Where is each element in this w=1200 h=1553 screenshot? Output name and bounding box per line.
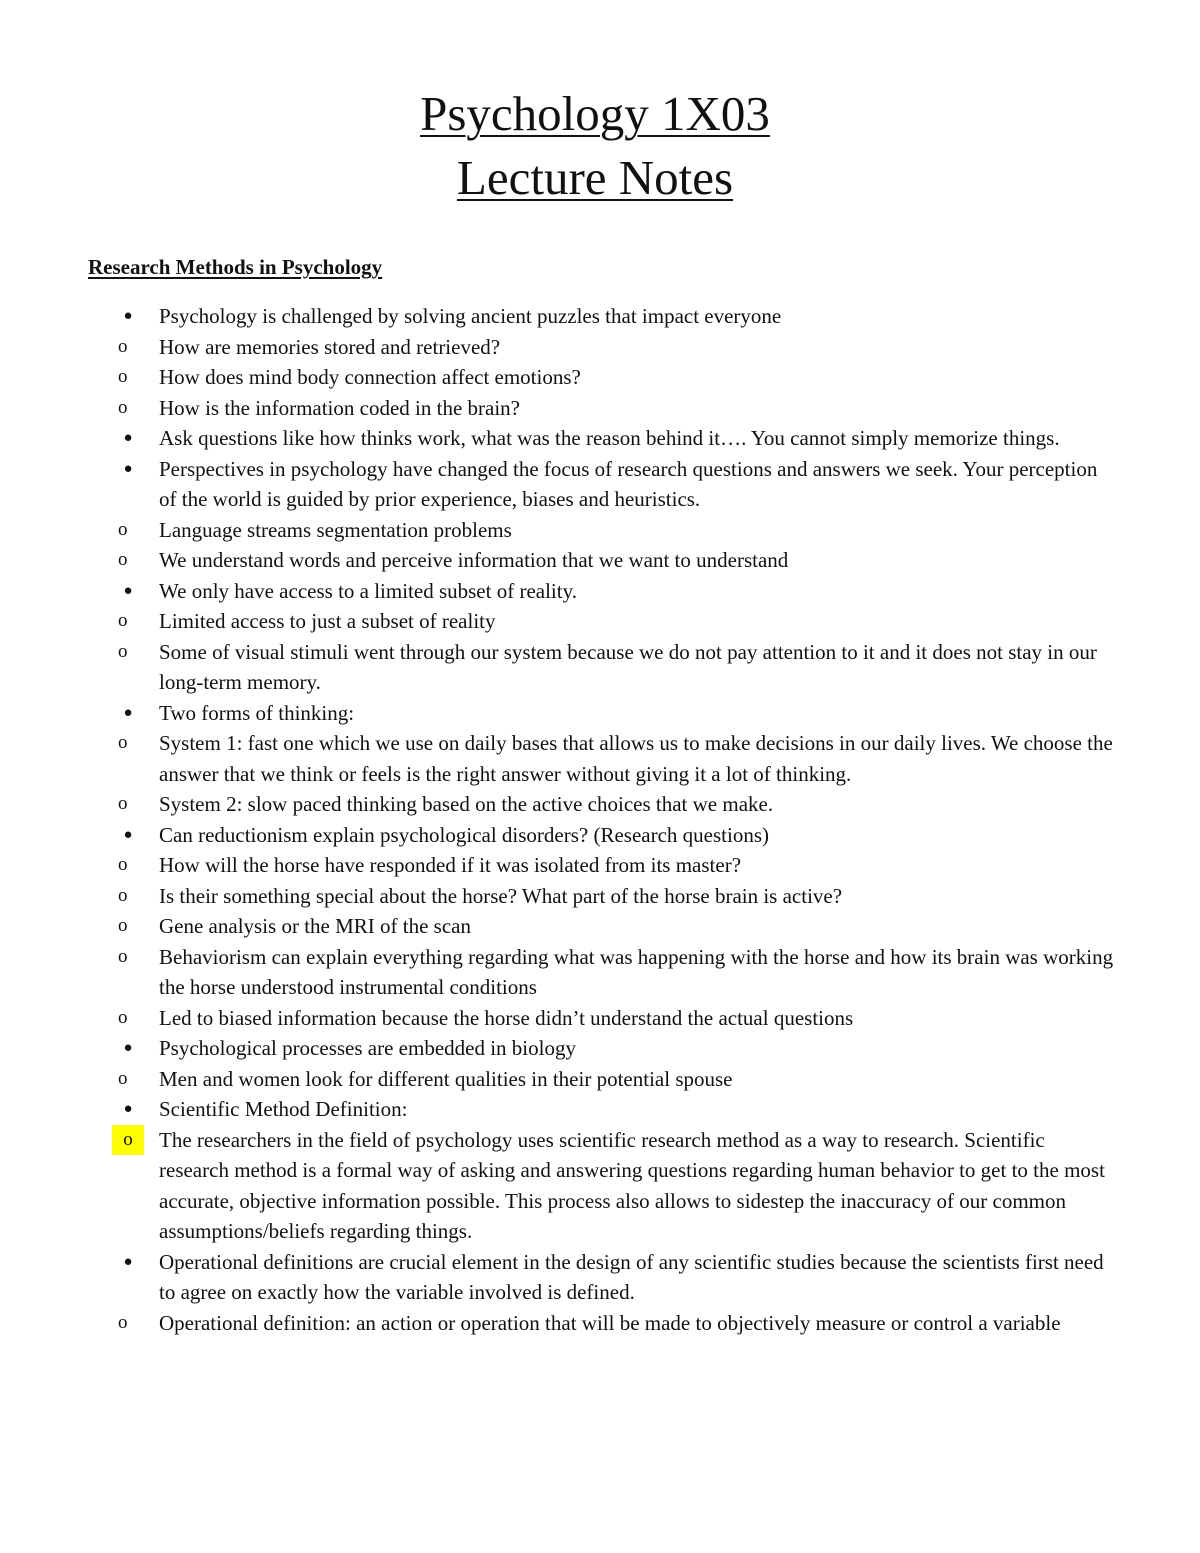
sub-bullet-text: How are memories stored and retrieved?: [159, 334, 501, 359]
sub-bullet-text: We understand words and perceive information that we want to understand: [159, 548, 789, 572]
bullet-text: We only have access to a limited subset of reality.: [159, 578, 577, 603]
sub-bullet-item: [88, 911, 1118, 942]
hollow-circle-bullet-icon: o: [118, 1006, 128, 1028]
bullet-text: Psychology is challenged by solving ancient puzzles that impact everyone: [159, 304, 782, 328]
bullet-text: Scientific Method Definition:: [159, 1097, 408, 1121]
hollow-circle-bullet-icon: o: [118, 854, 128, 875]
bullet-icon: ●: [123, 460, 133, 477]
bullet-item: [88, 454, 1118, 515]
section-heading: Research Methods in Psychology: [88, 255, 383, 279]
sub-bullet-item: [88, 637, 1118, 698]
sub-bullet-text: How does mind body connection affect emotions?: [159, 365, 581, 389]
bullet-item: [88, 1247, 1118, 1308]
bullet-item: [88, 1033, 1118, 1064]
bullet-icon: ●: [123, 826, 133, 843]
sub-bullet-item: [88, 362, 1118, 393]
hollow-circle-bullet-icon: o: [118, 610, 128, 631]
sub-bullet-item: [88, 881, 1118, 912]
sub-bullet-text: How will the horse have responded if it was isolated from its master?: [159, 853, 742, 877]
sub-bullet-text: Operational definition: an action or operation that will be made to objectively measure or control a variable: [159, 1310, 1061, 1335]
bullet-icon: ●: [123, 308, 133, 324]
hollow-circle-bullet-icon: o: [118, 1067, 128, 1089]
hollow-circle-bullet-icon: o: [118, 335, 128, 357]
hollow-circle-bullet-icon: o: [118, 366, 128, 387]
bullet-text: Perspectives in psychology have changed the focus of research questions and answers we seek. Your perception of the world is guided by prior experience, biases and heuristics.: [159, 456, 1098, 511]
bullet-item: [88, 698, 1118, 729]
sub-bullet-item: [88, 1125, 1118, 1247]
hollow-circle-bullet-icon: o: [118, 884, 128, 906]
sub-bullet-text: Is their something special about the horse? What part of the horse brain is active?: [159, 883, 843, 908]
bullet-item: [88, 301, 1118, 332]
title-line-1: Psychology 1X03: [420, 86, 770, 141]
bullet-item: [88, 576, 1118, 607]
sub-bullet-text: Led to biased information because the horse didn’t understand the actual questions: [159, 1005, 854, 1030]
sub-bullet-text: Men and women look for different qualities in their potential spouse: [159, 1066, 733, 1091]
sub-bullet-text: System 1: fast one which we use on daily bases that allows us to make decisions in our daily lives. We choose the answer that we think or feels is the right answer without giving it a lot of thinking.: [159, 731, 1113, 786]
bullet-item: [88, 423, 1118, 454]
bullet-item: [88, 820, 1118, 851]
sub-bullet-text: Behaviorism can explain everything regarding what was happening with the horse and how its brain was working the horse understood instrumental conditions: [159, 944, 1114, 999]
bullet-icon: ●: [123, 582, 133, 599]
sub-bullet-item: [88, 1003, 1118, 1034]
notes-list: [88, 301, 1118, 1338]
bullet-icon: ●: [123, 1040, 133, 1056]
bullet-icon: ●: [123, 430, 133, 446]
sub-bullet-text: The researchers in the field of psychology uses scientific research method as a way to research. Scientific research method is a formal way of asking and answering questions regarding human behavior to get to the most accurate, objective information possible. This process also allows to sidestep the inaccuracy of our common assumptions/beliefs regarding things.: [159, 1127, 1105, 1243]
sub-bullet-item: [88, 515, 1118, 546]
hollow-circle-bullet-icon: o: [118, 915, 128, 936]
bullet-text: Operational definitions are crucial element in the design of any scientific studies because the scientists first need to agree on exactly how the variable involved is defined.: [159, 1249, 1104, 1304]
sub-bullet-item: [88, 1308, 1118, 1339]
sub-bullet-item: [88, 393, 1118, 424]
hollow-circle-bullet-icon: o: [118, 549, 128, 570]
sub-bullet-item: [88, 942, 1118, 1003]
sub-bullet-item: [88, 728, 1118, 789]
hollow-circle-bullet-icon: o: [118, 396, 128, 418]
hollow-circle-bullet-icon: o: [118, 1311, 128, 1333]
sub-bullet-item: [88, 606, 1118, 637]
sub-bullet-text: Some of visual stimuli went through our system because we do not pay attention to it and it does not stay in our long-term memory.: [159, 639, 1097, 694]
sub-bullet-text: How is the information coded in the brain?: [159, 395, 520, 420]
sub-bullet-item: [88, 789, 1118, 820]
bullet-icon: ●: [123, 704, 133, 721]
hollow-circle-bullet-icon: o: [112, 1125, 144, 1156]
bullet-text: Can reductionism explain psychological disorders? (Research questions): [159, 822, 770, 847]
bullet-icon: ●: [123, 1101, 133, 1117]
hollow-circle-bullet-icon: o: [118, 793, 128, 814]
bullet-text: Psychological processes are embedded in biology: [159, 1036, 576, 1060]
document-title: [0, 82, 1190, 210]
sub-bullet-item: [88, 850, 1118, 881]
sub-bullet-item: [88, 332, 1118, 363]
hollow-circle-bullet-icon: o: [118, 518, 128, 540]
bullet-icon: ●: [123, 1253, 133, 1270]
bullet-item: [88, 1094, 1118, 1125]
sub-bullet-text: System 2: slow paced thinking based on the active choices that we make.: [159, 792, 774, 816]
hollow-circle-bullet-icon: o: [118, 732, 128, 753]
sub-bullet-text: Language streams segmentation problems: [159, 517, 512, 542]
sub-bullet-text: Gene analysis or the MRI of the scan: [159, 914, 471, 938]
sub-bullet-item: [88, 545, 1118, 576]
bullet-text: Ask questions like how thinks work, what was the reason behind it…. You cannot simply memorize things.: [159, 426, 1060, 450]
hollow-circle-bullet-icon: o: [118, 945, 128, 967]
bullet-text: Two forms of thinking:: [159, 700, 355, 725]
title-line-2: Lecture Notes: [456, 150, 734, 205]
sub-bullet-text: Limited access to just a subset of reality: [159, 609, 496, 633]
sub-bullet-item: [88, 1064, 1118, 1095]
hollow-circle-bullet-icon: o: [118, 640, 128, 662]
